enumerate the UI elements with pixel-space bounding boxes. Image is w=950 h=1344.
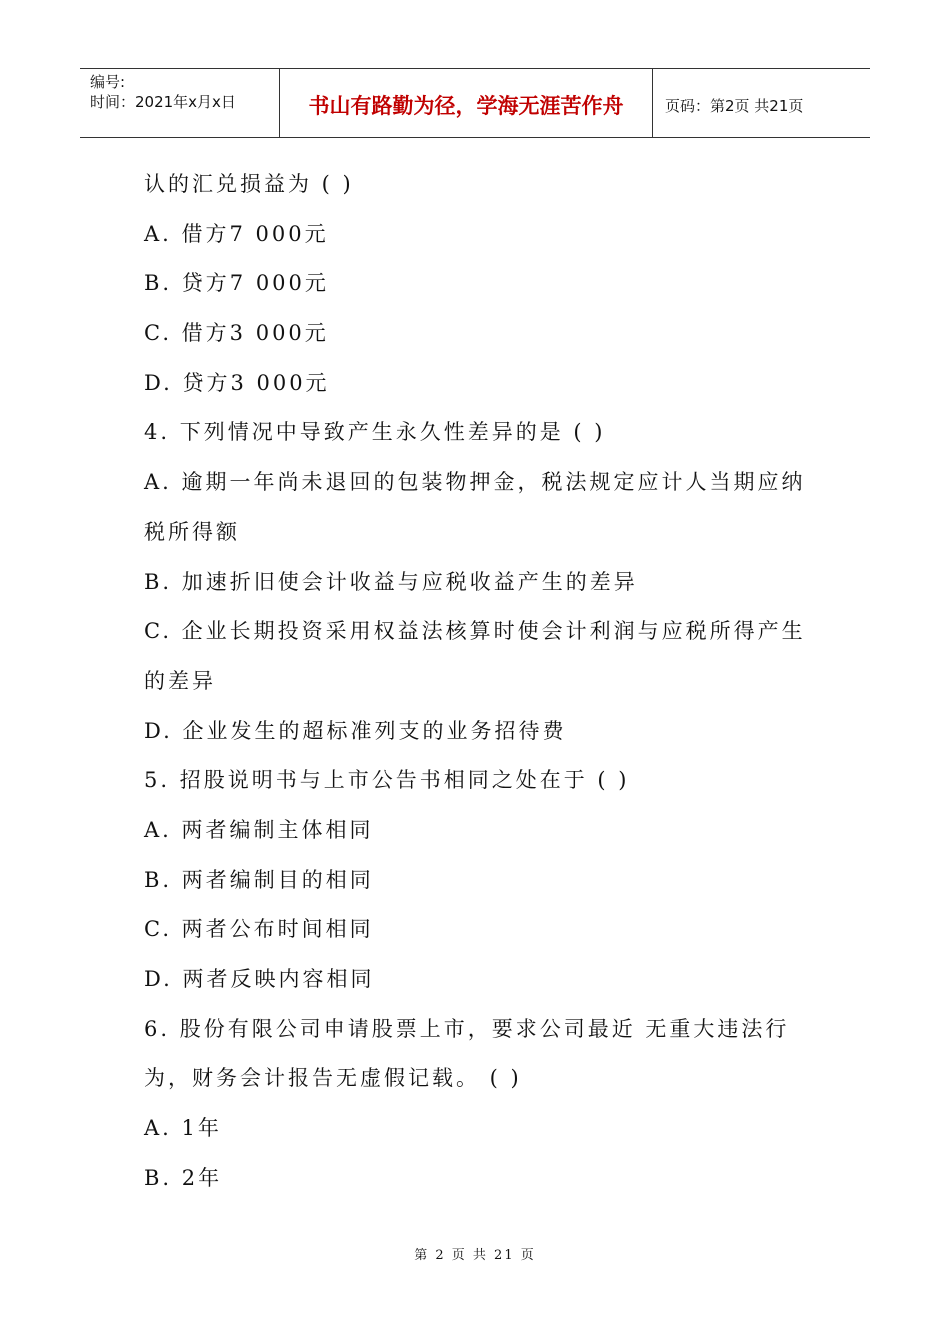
option-d: D. 企业发生的超标准列支的业务招待费: [144, 718, 567, 743]
question-5: 5. 招股说明书与上市公告书相同之处在于 ( ): [144, 768, 630, 793]
text-line: 税所得额: [144, 519, 240, 544]
page-header: [80, 68, 870, 138]
option-b: B. 两者编制目的相同: [144, 867, 374, 892]
header-meta: [80, 69, 280, 137]
option-c: C. 借方3 000元: [144, 321, 329, 346]
header-page-info: 页码：第2页 共21页: [665, 96, 804, 115]
question-6: 6. 股份有限公司申请股票上市，要求公司最近 无重大违法行: [144, 1016, 790, 1041]
option-b: B. 2年: [144, 1165, 223, 1190]
text-line: 的差异: [144, 668, 216, 693]
option-a: A. 两者编制主体相同: [144, 817, 374, 842]
option-c: C. 企业长期投资采用权益法核算时使会计利润与应税所得产生: [144, 619, 806, 644]
option-d: D. 贷方3 000元: [144, 370, 330, 395]
option-a: A. 借方7 000元: [144, 221, 329, 246]
document-date: 时间：2021年x月x日: [90, 93, 236, 111]
option-b: B. 加速折旧使会计收益与应税收益产生的差异: [144, 569, 638, 594]
option-b: B. 贷方7 000元: [144, 271, 329, 296]
option-d: D. 两者反映内容相同: [144, 967, 375, 991]
header-motto: 书山有路勤为径，学海无涯苦作舟: [280, 69, 653, 137]
question-4: 4. 下列情况中导致产生永久性差异的是 ( ): [144, 420, 606, 445]
option-c: C. 两者公布时间相同: [144, 917, 374, 942]
option-a: A. 1年: [144, 1116, 222, 1141]
option-a: A. 逾期一年尚未退回的包装物押金，税法规定应计人当期应纳: [144, 470, 806, 495]
document-number-label: 编号:: [90, 73, 126, 91]
text-line: 认的汇兑损益为 ( ): [144, 172, 354, 196]
document-body: [144, 160, 824, 1203]
text-line: 为，财务会计报告无虚假记载。 ( ): [144, 1066, 522, 1091]
page-footer: 第 2 页 共 21 页: [414, 1248, 536, 1263]
